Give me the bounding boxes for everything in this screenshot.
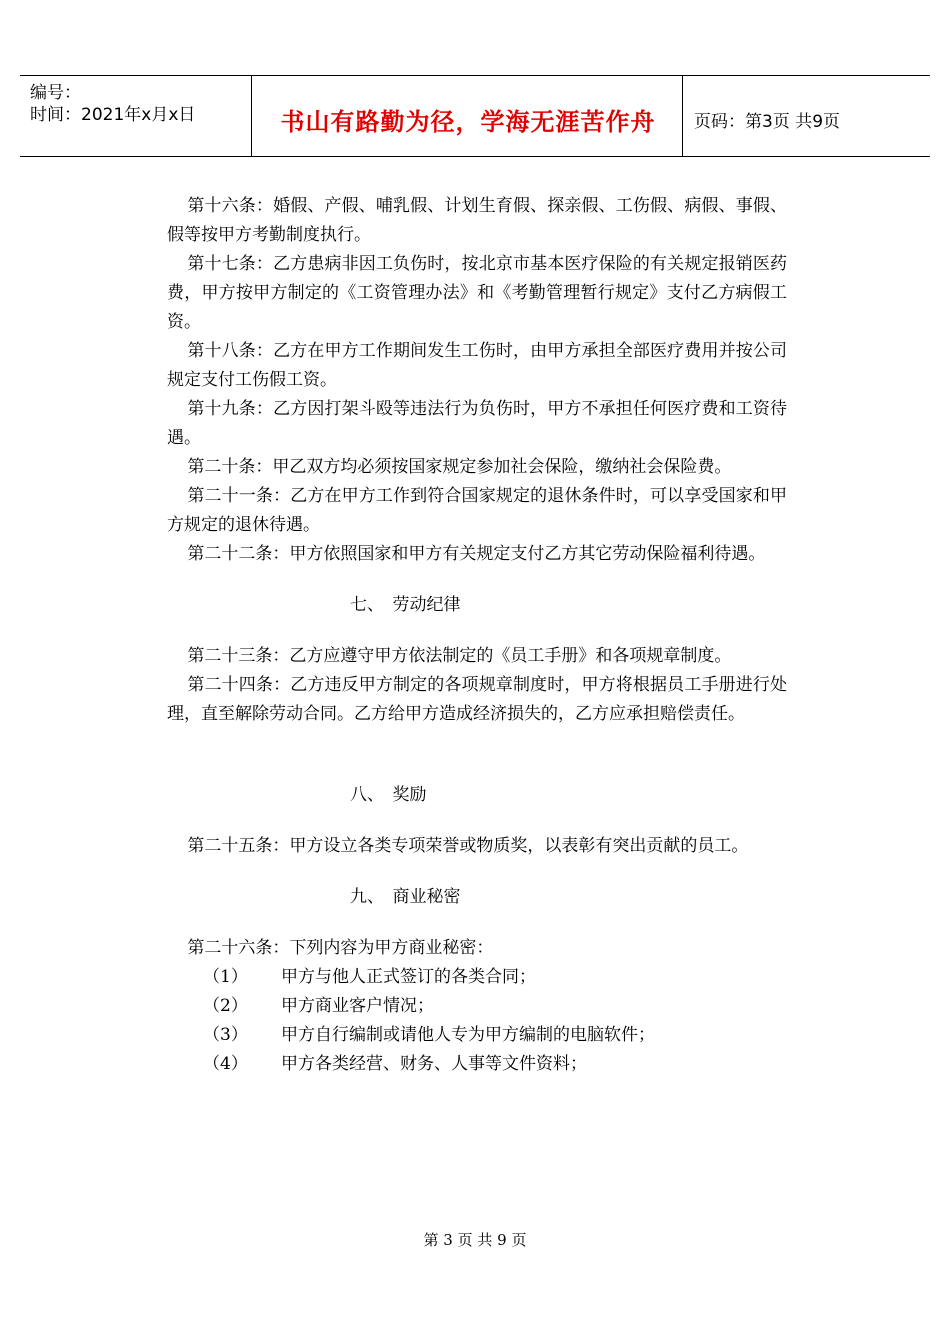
clause-17: 第十七条：乙方患病非因工负伤时，按北京市基本医疗保险的有关规定报销医药费，甲方按甲方制定的《工资管理办法》和《考勤管理暂行规定》支付乙方病假工资。 — [167, 254, 787, 332]
clause-25: 第二十五条：甲方设立各类专项荣誉或物质奖，以表彰有突出贡献的员工。 — [187, 836, 749, 856]
list-item — [167, 1050, 787, 1079]
list-item-number: （2） — [203, 996, 248, 1016]
list-item-text: 甲方与他人正式签订的各类合同； — [281, 967, 536, 987]
list-item-text: 甲方自行编制或请他人专为甲方编制的电脑软件； — [281, 1025, 655, 1045]
clause-22: 第二十二条：甲方依照国家和甲方有关规定支付乙方其它劳动保险福利待遇。 — [187, 544, 766, 564]
page-footer: 第 3 页 共 9 页 — [423, 1231, 527, 1249]
list-item-number: （3） — [203, 1025, 248, 1045]
clause-26: 第二十六条：下列内容为甲方商业秘密： — [187, 938, 494, 958]
clause-18: 第十八条：乙方在甲方工作期间发生工伤时，由甲方承担全部医疗费用并按公司规定支付工伤假工资。 — [167, 341, 787, 390]
clause-23: 第二十三条：乙方应遵守甲方依法制定的《员工手册》和各项规章制度。 — [187, 646, 732, 666]
clause-16: 第十六条：婚假、产假、哺乳假、计划生育假、探亲假、工伤假、病假、事假、假等按甲方考勤制度执行。 — [167, 196, 787, 245]
list-item-text: 甲方各类经营、财务、人事等文件资料； — [281, 1054, 587, 1074]
clause-21: 第二十一条：乙方在甲方工作到符合国家规定的退休条件时，可以享受国家和甲方规定的退休待遇。 — [167, 486, 787, 535]
document-body — [167, 192, 787, 1079]
list-item — [167, 1021, 787, 1050]
section-heading-7: 七、 劳动纪律 — [350, 595, 461, 615]
list-item — [167, 963, 787, 992]
list-item-number: （1） — [203, 967, 248, 987]
date-label: 时间：2021年x月x日 — [30, 105, 196, 125]
header-motto: 书山有路勤为径，学海无涯苦作舟 — [280, 108, 656, 136]
serial-label: 编号： — [30, 83, 81, 103]
clause-24: 第二十四条：乙方违反甲方制定的各项规章制度时，甲方将根据员工手册进行处理，直至解除劳动合同。乙方给甲方造成经济损失的，乙方应承担赔偿责任。 — [167, 675, 787, 724]
list-item-number: （4） — [203, 1054, 248, 1074]
header-page-number: 页码：第3页 共9页 — [694, 112, 841, 132]
list-item-text: 甲方商业客户情况； — [281, 996, 434, 1016]
header-divider — [682, 76, 683, 156]
section-heading-9: 九、 商业秘密 — [350, 887, 461, 907]
section-heading-8: 八、 奖励 — [350, 785, 427, 805]
clause-19: 第十九条：乙方因打架斗殴等违法行为负伤时，甲方不承担任何医疗费和工资待遇。 — [167, 399, 787, 448]
page-header — [20, 75, 930, 157]
list-item — [167, 992, 787, 1021]
clause-20: 第二十条：甲乙双方均必须按国家规定参加社会保险，缴纳社会保险费。 — [187, 457, 732, 477]
header-meta — [30, 82, 255, 126]
